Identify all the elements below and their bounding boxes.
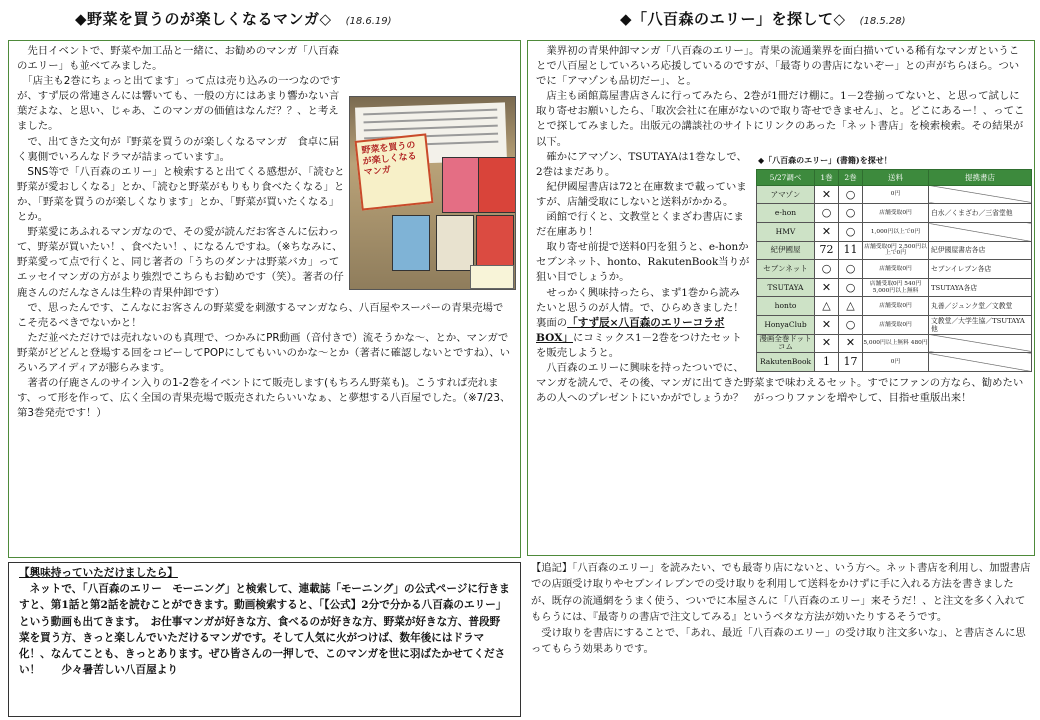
right-article-heading xyxy=(620,8,906,32)
stock-vol1-cell: 1 xyxy=(815,353,839,372)
postscript-box xyxy=(527,558,1035,718)
collab-box-label: 「すず辰×八百森のエリーコラボBOX」 xyxy=(536,316,725,344)
stock-vol1-cell: 72 xyxy=(815,241,839,260)
right-paragraph: 取り寄せ前提で送料0円を狙うと、e-honかセブンネット、honto、RakutenBook当りが狙い目でしょうか。 xyxy=(536,241,750,284)
stock-store-cell: HonyaClub xyxy=(757,316,815,335)
stock-partner-cell: 丸善／ジュンク堂／文教堂 xyxy=(929,297,1032,316)
left-article-title: ◆野菜を買うのが楽しくなるマンガ◇ xyxy=(75,10,332,28)
stock-vol2-cell: 11 xyxy=(839,241,863,260)
stock-table-row xyxy=(757,241,1032,260)
stock-partner-cell xyxy=(929,223,1032,242)
stock-fee-cell: 店舗受取0円 2,500円以上で0円 xyxy=(863,241,929,260)
stock-vol2-cell: ○ xyxy=(839,185,863,204)
stock-table-row xyxy=(757,223,1032,242)
stock-vol1-cell: ✕ xyxy=(815,223,839,242)
stock-store-cell: 漫画全巻ドットコム xyxy=(757,334,815,353)
right-paragraph: 函館で行くと、文教堂とくまざわ書店にまだ在庫あり！ xyxy=(536,211,744,239)
left-article-body xyxy=(9,41,520,421)
left-paragraph: 「店主も2巻にちょっと出てます」って点は売り込みの一つなのですが、すず辰の常連さんには響いても、一般の方にはあまり響かない言葉だよな、と思い、じゃあ、このマンガの価値はなんだ？？、と考えました。 xyxy=(17,75,341,133)
collab-box-tail: にコミックス1－2巻をつけたセットを販売しようと。 xyxy=(536,331,742,359)
left-paragraph: で、思ったんです、こんなにお客さんの野菜愛を刺激するマンガなら、八百屋やスーパーの青果売場でこそ売るべきでないかと！ xyxy=(17,301,504,329)
stock-vol1-cell: ✕ xyxy=(815,278,839,297)
stock-vol1-cell: ○ xyxy=(815,260,839,279)
stock-partner-cell: 文教堂／大学生協／TSUTAYA他 xyxy=(929,316,1032,335)
bookstore-stock-table xyxy=(756,152,1032,372)
right-article-date: (18.5.28) xyxy=(859,16,906,27)
right-paragraph-lead: せっかく興味持ったら、まず1巻から読みたいと思うのが人情。で、ひらめきました！裏面の xyxy=(536,286,744,329)
info-box-text: ネットで、「八百森のエリー モーニング」と検索して、連載誌「モーニング」の公式ページに行きますと、第1話と第2話を読むことができます。動画検索すると、「【公式】2分で分かる八百森のエリー」という動画も出てきます。 お仕事マンガが好きな方、食べるのが好きな方、野菜が好きな方、普段野菜を買う方、きっと楽しんでいただけるマンガです。そして人気に火がつけば、数年後にはドラマ化！、なんてことも、きっとあります。ぜひ皆さんの一押しで、このマンガを世に羽ばたかせてください！ 少々暑苦しい八百屋より xyxy=(19,583,510,677)
manga-volume-cover xyxy=(442,157,480,213)
right-paragraph: 店主も函館蔦屋書店さんに行ってみたら、2巻が1冊だけ棚に。1－2巻揃ってないと、と思って試しに取り寄せお願いしたら、「取次会社に在庫がないので取り寄せできません」、と。どこにあるー！、ってことで探してみました。出版元の講談社のサイトにリンクのあった「ネット書店」を検索検索。その結果が以下。 xyxy=(536,90,1025,148)
right-paragraph: 紀伊國屋書店は72と在庫数まで載っていますが、店舗受取にしないと送料がかかる。 xyxy=(536,180,747,208)
left-paragraph: 著者の仔鹿さんのサイン入りの1-2巻をイベントにて販売します(もちろん野菜も)。こうすれば売れます、って形を作って、広く全国の青果売場で販売されたらいいなぁ、と夢想する八百屋でした。（※7/23、第3巻発売です！） xyxy=(17,377,511,420)
stock-header-cell: 5/27調べ xyxy=(757,169,815,185)
stock-vol2-cell: △ xyxy=(839,297,863,316)
stock-vol1-cell: ✕ xyxy=(815,334,839,353)
right-paragraph: 業界初の青果仲卸マンガ「八百森のエリー」。青果の流通業界を面白描いている稀有なマンガということで八百屋としていろいろ応援しているのですが、「最寄りの書店にないぞー」との声がちらほら。ついでに「アマゾンも品切だー」、と。 xyxy=(536,45,1020,88)
stock-partner-cell: セブンイレブン各店 xyxy=(929,260,1032,279)
left-paragraph: ただ並べただけでは売れないのも真理で、つかみにPR動画（音付きで）流そうかな～、とか、マンガで野菜がどどんと登場する回をコピーしてPOPにしてもいいのかな～とか（著者に確認しないとですね）、いろいろアイディアが膨らみます。 xyxy=(17,331,511,374)
stock-table-row xyxy=(757,334,1032,353)
manga-volume-cover xyxy=(476,215,514,271)
stock-fee-cell: 5,000円以上無料 480円 xyxy=(863,334,929,353)
left-article-panel xyxy=(8,40,521,558)
stock-table-row xyxy=(757,316,1032,335)
left-article-date: (18.6.19) xyxy=(345,16,392,27)
stock-vol2-cell: ○ xyxy=(839,316,863,335)
stock-vol2-cell: ○ xyxy=(839,278,863,297)
postscript-text: 【追記】「八百森のエリー」を読みたい、でも最寄り店にないと、いう方へ。ネット書店を利用し、加盟書店での店頭受け取りやセブンイレブンでの受け取りを利用して送料をかけずに手に入れる方法を書きましたが、既存の流通網をうまく使う、ついでに本屋さんに「八百森のエリー」来そうだ！、と注文を多く入れてもらうには、『最寄りの書店で注文してみる』というベタな方法が効いたりするそうです。 xyxy=(531,562,1031,623)
stock-header-cell: 1巻 xyxy=(815,169,839,185)
stock-table-row xyxy=(757,278,1032,297)
pop-sign: 野菜を買うのが楽しくなるマンガ xyxy=(355,133,434,210)
stock-vol1-cell: ✕ xyxy=(815,316,839,335)
left-paragraph: で、出てきた文句が『野菜を買うのが楽しくなるマンガ 食卓に届く裏側でいろんなドラマが詰まっています』。 xyxy=(17,135,339,163)
stock-vol2-cell: ○ xyxy=(839,223,863,242)
stock-table-caption: ◆「八百森のエリー」(書籍)を探せ！ xyxy=(758,154,892,165)
stock-partner-cell xyxy=(929,185,1032,204)
stock-store-cell: アマゾン xyxy=(757,185,815,204)
postscript-text: 受け取りを書店にすることで、「あれ、最近「八百森のエリー」の受け取り注文多いな」、と書店さんに思ってもらう効果ありです。 xyxy=(531,627,1026,656)
postscript-body xyxy=(527,558,1035,658)
price-label xyxy=(470,265,514,289)
stock-fee-cell: 店舗受取0円 xyxy=(863,204,929,223)
stock-table-row xyxy=(757,260,1032,279)
stock-partner-cell: 白水／くまざわ／三省堂他 xyxy=(929,204,1032,223)
stock-partner-cell xyxy=(929,334,1032,353)
right-article-title: ◆「八百森のエリー」を探して◇ xyxy=(620,10,846,28)
stock-vol2-cell: ○ xyxy=(839,204,863,223)
stock-vol2-cell: ✕ xyxy=(839,334,863,353)
stock-fee-cell: 0円 xyxy=(863,185,929,204)
stock-header-cell: 提携書店 xyxy=(929,169,1032,185)
stock-store-cell: TSUTAYA xyxy=(757,278,815,297)
right-paragraph: 確かにアマゾン、TSUTAYAは1巻なしで、2巻はまだあり。 xyxy=(536,150,747,178)
stock-store-cell: RakutenBook xyxy=(757,353,815,372)
info-box xyxy=(8,562,521,717)
right-article-body xyxy=(528,41,1034,406)
stock-table-body xyxy=(757,185,1032,371)
manga-volume-cover xyxy=(392,215,430,271)
stock-store-cell: HMV xyxy=(757,223,815,242)
left-paragraph: SNS等で「八百森のエリー」と検索すると出てくる感想が、「読むと野菜が愛おしくなる」とか、「読むと野菜がもりもり食べたくなる」とか、「野菜を買うのが楽しくなります」とか、「野菜が買いたくなる」とか。 xyxy=(17,165,345,224)
stock-store-cell: 紀伊國屋 xyxy=(757,241,815,260)
stock-header-cell: 2巻 xyxy=(839,169,863,185)
manga-volume-cover xyxy=(436,215,474,271)
stock-fee-cell: 店舗受取0円 540円 5,000円以上無料 xyxy=(863,278,929,297)
stock-table-header-row xyxy=(757,169,1032,185)
stock-fee-cell: 店舗受取0円 xyxy=(863,316,929,335)
left-paragraph: 野菜愛にあふれるマンガなので、その愛が読んだお客さんに伝わって、野菜が買いたい！、食べたい！、になるんですね。（※ちなみに、野菜愛って点で行くと、同じ著者の「うちのダンナは野菜バカ」ってエッセイマンガの方がより強烈でこちらもお勧めです（笑）。著者の仔鹿さんのだんなさんは生粋の青果仲卸です） xyxy=(17,226,344,299)
stock-fee-cell: 店舗受取0円 xyxy=(863,260,929,279)
stock-table-row xyxy=(757,297,1032,316)
right-paragraph: 八百森のエリーに興味を持ったついでに、マンガを読んで、その後、マンガに出てきた野菜まで味わえるセット。すでにファンの方なら、勧めたいあの人へのプレゼントにいかがでしょうか？ がっつりファンを増やして、目指せ重版出来！ xyxy=(536,361,1024,405)
stock-partner-cell: TSUTAYA各店 xyxy=(929,278,1032,297)
stock-partner-cell: 紀伊國屋書店各店 xyxy=(929,241,1032,260)
stock-table-row xyxy=(757,185,1032,204)
info-box-heading: 【興味持っていただけましたら】 xyxy=(19,567,178,579)
right-article-panel xyxy=(527,40,1035,556)
stock-store-cell: honto xyxy=(757,297,815,316)
manga-volume-cover xyxy=(478,157,516,213)
stock-header-cell: 送料 xyxy=(863,169,929,185)
stock-vol2-cell: ○ xyxy=(839,260,863,279)
left-article-heading xyxy=(75,8,392,32)
stock-partner-cell xyxy=(929,353,1032,372)
stock-table-row xyxy=(757,204,1032,223)
stock-vol1-cell: △ xyxy=(815,297,839,316)
stock-store-cell: セブンネット xyxy=(757,260,815,279)
stock-vol1-cell: ✕ xyxy=(815,185,839,204)
stock-vol2-cell: 17 xyxy=(839,353,863,372)
stock-vol1-cell: ○ xyxy=(815,204,839,223)
stock-table-row xyxy=(757,353,1032,372)
stock-fee-cell: 1,000円以上で0円 xyxy=(863,223,929,242)
stock-fee-cell: 0円 xyxy=(863,353,929,372)
manga-display-photo xyxy=(349,96,516,290)
stock-table-grid xyxy=(756,169,1032,372)
stock-store-cell: e-hon xyxy=(757,204,815,223)
stock-fee-cell: 店舗受取0円 xyxy=(863,297,929,316)
left-paragraph: 先日イベントで、野菜や加工品と一緒に、お勧めのマンガ「八百森のエリー」も並べてみました。 xyxy=(17,45,339,73)
info-box-body xyxy=(9,563,520,678)
